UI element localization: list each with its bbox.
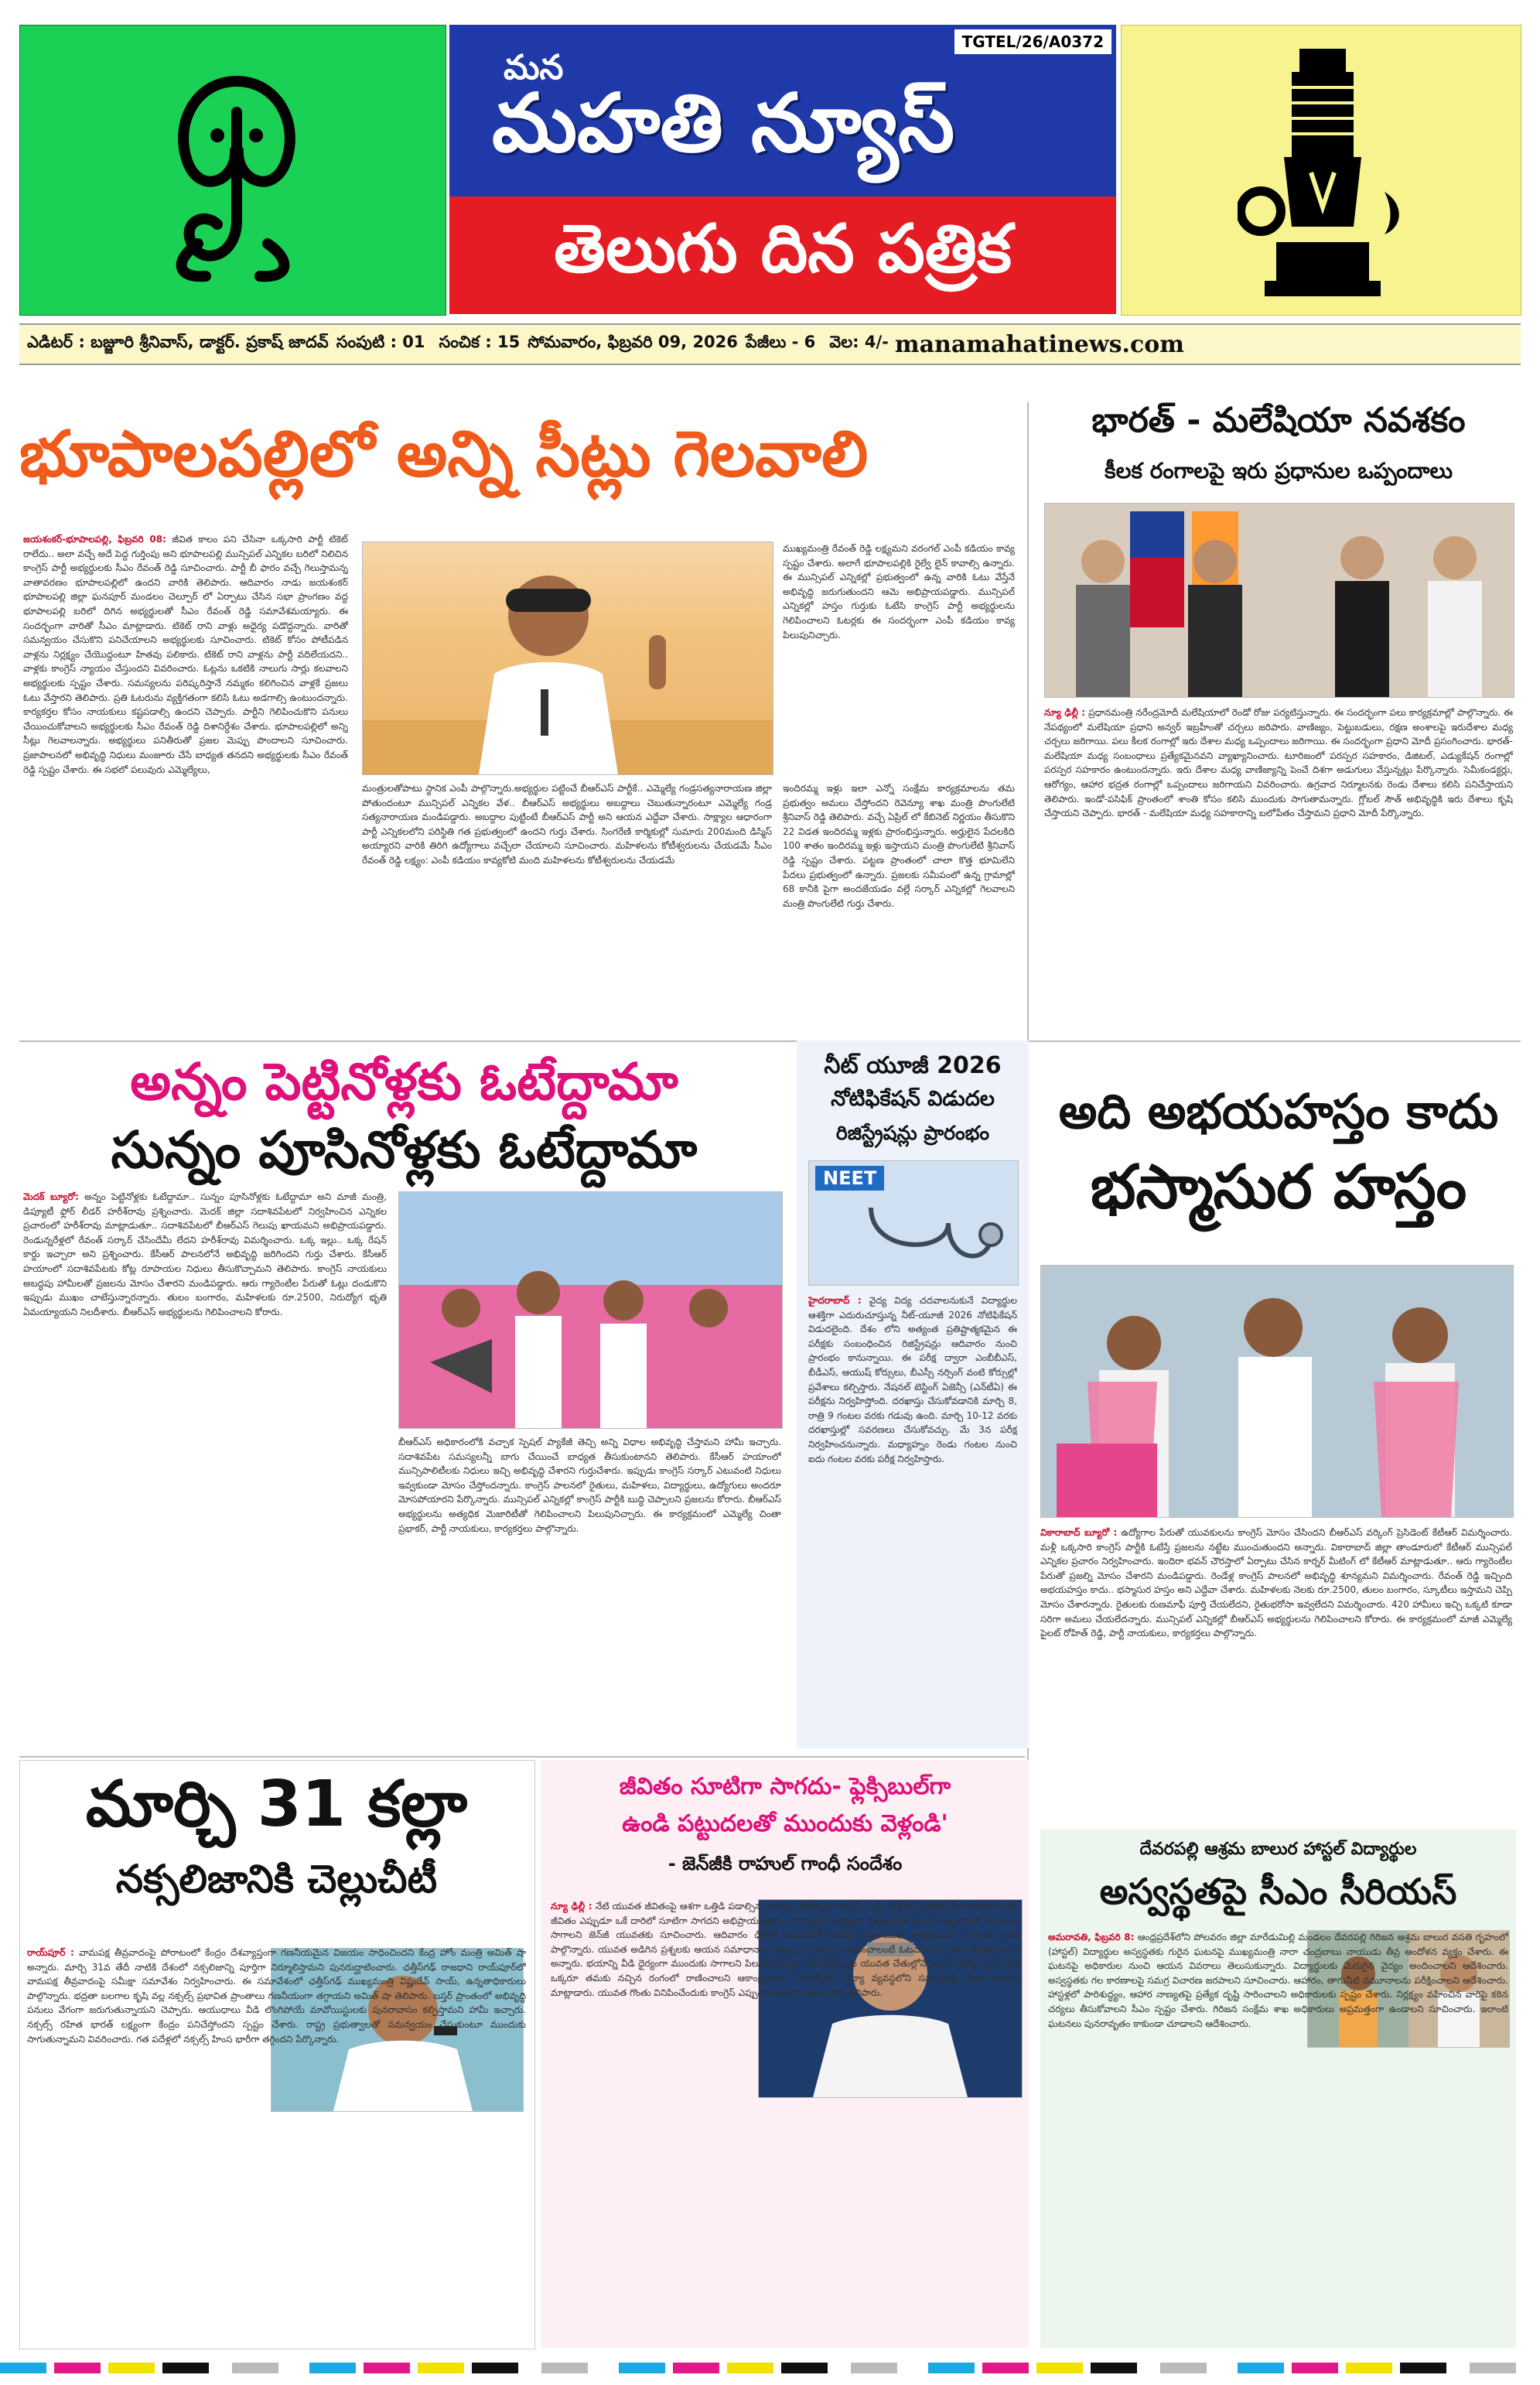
story4-headline-3: రిజిస్ట్రేషన్లు ప్రారంభం xyxy=(835,1122,990,1144)
story8-dateline: అమరావతి, ఫిబ్రవరి 8: xyxy=(1048,1932,1135,1943)
story1-headline: భూపాలపల్లిలో అన్ని సీట్లు గెలవాలి xyxy=(19,418,869,491)
story7-dateline: న్యూ ఢిల్లీ : xyxy=(551,1901,592,1912)
story6-dateline: రాయ్‌పూర్ : xyxy=(27,1947,74,1958)
title-blue xyxy=(449,25,1116,196)
ganesha-panel xyxy=(19,25,446,316)
story4-body xyxy=(808,1293,1017,1746)
temple-panel xyxy=(1121,25,1521,316)
story2-body xyxy=(1044,706,1513,1030)
story3-dateline: మెదక్ బ్యూరో: xyxy=(23,1191,79,1202)
ktr-rally-icon xyxy=(1041,1266,1513,1517)
story6-headline-1: మార్చి 31 కల్లా xyxy=(85,1768,468,1841)
issue-date: సోమవారం, ఫిబ్రవరి 09, 2026 xyxy=(528,333,738,351)
speaker-figure-icon xyxy=(363,542,773,774)
story5-headline-2: భస్మాసుర హస్తం xyxy=(1090,1153,1467,1222)
story1-dateline: జయశంకర్-భూపాలపల్లి, ఫిబ్రవరి 08: xyxy=(23,534,166,545)
stethoscope-icon xyxy=(855,1192,1010,1281)
story3-headline-1: అన్నం పెట్టినోళ్లకు ఓటేద్దామా xyxy=(130,1052,678,1112)
masthead xyxy=(19,14,1521,316)
neet-label: NEET xyxy=(815,1166,884,1191)
leaders-handshake-icon xyxy=(1045,504,1514,697)
story2-photo-leaders xyxy=(1044,503,1514,698)
story1-col1 xyxy=(23,532,348,1031)
story3-col1 xyxy=(23,1190,387,1747)
reg-number: TGTEL/26/A0372 xyxy=(954,29,1111,54)
divider xyxy=(19,1756,1025,1758)
story4-headline-1: నీట్ యూజీ 2026 xyxy=(824,1052,1002,1079)
story1-col2: మంత్రులతోపాటు స్థానిక ఎంపీ పాల్గొన్నారు.అభ్యర్థుల పట్టించే బీఆర్ఎస్ పార్టీకే.. ఎమ్మెల్యే గండ్రసత్యనారాయణ జిల్లా పోతుందంటూ మున్సిపల్ ఎన్నికల వేళ.. బీఆర్ఎస్ అభ్యర్థులు అబద్దాలు చెబుతున్నారంటూ ఎమ్మెల్యే గండ్ర సత్యనారాయణ మండిపడ్డారు. అబద్దాల పుట్టింటే బీఆర్ఎస్ పార్టీ అని ఆయన ఎద్దేవా చేశారు. సాక్ష్యాల ఆధారంగా పార్టీ ఎన్నికలలోని పరిస్థితి గత ప్రభుత్వంలో ఉందని గుర్తు చేశారు. సింగరేణి కార్మికుల్లో సుమారు 200మంది డిస్మిస్ అయ్యారని వారికి తిరిగి ఉద్యోగాలు వచ్చేలా చేయాలని సూచించారు. మహిళలను కోటీశ్వరులను చేయడమే సీఎం రేవంత్ రెడ్డి లక్ష్యం: ఎంపీ కడియం కావ్యకోటి మంది మహిళలను కోటీశ్వరులను చేయడమే xyxy=(362,783,772,866)
website[interactable]: manamahatinews.com xyxy=(894,330,1185,358)
rally-crowd-icon xyxy=(399,1192,782,1428)
masthead-subtitle: తెలుగు దిన పత్రిక xyxy=(554,210,1012,288)
story8-body-text: ఆంధ్రప్రదేశ్‌లోని పోలవరం జిల్లా మారేడుమిల్లి మండలం దేవరపల్లి గిరిజన ఆశ్రమ బాలుర వసతి గృహంలో (హాస్టల్) విద్యార్థుల అస్వస్థతకు గురైన ఘటనపై ముఖ్యమంత్రి నారా చంద్రబాబు నాయుడు తీవ్ర ఆందోళన వ్యక్తం చేశారు. ఈ ఘటనపై అధికారుల నుంచి ఆయన వివరాలు తెలుసుకున్నారు. విద్యార్థులకు మెరుగైన వైద్యం అందించాలని ఆదేశించారు. అస్వస్థతకు గల కారణాలపై సమగ్ర విచారణ జరపాలని సూచించారు. ఆహారం, తాగునీటి నమూనాలను పరీక్షించాలని ఆదేశించారు. హాస్టళ్లలో పారిశుద్ధ్యం, ఆహార నాణ్యతపై ప్రత్యేక దృష్టి సారించాలని అధికారులకు స్పష్టం చేశారు. నిర్లక్ష్యం వహించిన వారిపై కఠిన చర్యలు తీసుకోవాలని సీఎం స్పష్టం చేశారు. గిరిజన సంక్షేమ శాఖ అధికారులు అప్రమత్తంగా ఉండాలని సూచించారు. ఇలాంటి ఘటనలు పునరావృతం కాకుండా చూడాలని ఆదేశించారు. xyxy=(1048,1932,1508,2029)
volume: సంపుటి : 01 xyxy=(336,333,425,351)
story1-photo-revanth xyxy=(362,542,773,775)
story7-body xyxy=(551,1899,1019,2344)
masthead-small-title: మన xyxy=(504,48,564,87)
story7-headline-1: జీవితం సూటిగా సాగదు- ఫ్లెక్సిబుల్‌గా xyxy=(619,1773,951,1800)
story2-subhead: కీలక రంగాలపై ఇరు ప్రధానుల ఒప్పందాలు xyxy=(1104,458,1453,483)
story3-col2: బీఆర్ఎస్ అధికారంలోకి వచ్చాక స్పెషల్ ప్యాకేజీ తెచ్చి అన్ని విధాల అభివృద్ధి చేస్తామని హామీ ఇచ్చారు. సదాశివపేట సమస్యలన్నీ బాగు చేయించే బాధ్యత తీసుకుంటానని తెలిపారు. కేసీఆర్ హయాంలో మున్సిపాలిటీలకు నిధులు ఇచ్చి అభివృద్ధి చేశారని గుర్తుచేశారు. ఇప్పుడు కాంగ్రెస్ సర్కార్ ఎటువంటి నిధులు ఇవ్వకుండా మోసం చేస్తోందన్నారు. కాంగ్రెస్ పాలనలో రైతులు, మహిళలు, విద్యార్థులు, ఉద్యోగులు అందరూ మోసపోయారని పేర్కొన్నారు. మున్సిపల్ ఎన్నికల్లో కాంగ్రెస్ పార్టీకి బుద్ధి చెప్పాలని ప్రజలను కోరారు. బీఆర్ఎస్ అభ్యర్థులను అత్యధిక మెజారిటీతో గెలిపించాలని పిలుపునిచ్చారు. ఈ కార్యక్రమంలో ఎమ్మెల్యే చింతా ప్రభాకర్, పార్టీ నాయకులు, కార్యకర్తలు పాల్గొన్నారు. xyxy=(398,1437,781,1534)
story5-headline-1: అది అభయహస్తం కాదు xyxy=(1058,1083,1499,1140)
story2-headline: భారత్ - మలేషియా నవశకం xyxy=(1091,401,1466,440)
title-red xyxy=(449,196,1116,314)
story8-headline-2: అస్వస్థతపై సీఎం సీరియస్ xyxy=(1099,1871,1457,1912)
story3-photo-rally xyxy=(398,1191,783,1429)
issue: సంచిక : 15 xyxy=(439,333,521,351)
story5-photo-ktr xyxy=(1040,1265,1514,1518)
story7-headline-2: ఉండి పట్టుదలతో ముందుకు వెళ్లండి' xyxy=(622,1810,948,1837)
masthead-title: మహతి న్యూస్ xyxy=(492,76,955,170)
print-color-strip xyxy=(0,2356,1540,2380)
story1-col4: ఇందిరమ్మ ఇళ్లు ఇలా ఎన్నో సంక్షేమ కార్యక్రమాలను తమ ప్రభుత్వం అమలు చేస్తోందని రెవెన్యూ శాఖ మంత్రి పొంగులేటి శ్రీనివాస్ రెడ్డి తెలిపారు. వచ్చే ఏప్రిల్ లో కేబినెట్ నిర్ణయం తీసుకొని 22 విడత ఇందిరమ్మ ఇళ్లకు ప్రారంభిస్తున్నారు. అర్హులైన పేదలకిది 100 శాతం ఇందిరమ్మ ఇళ్లు ఇస్తాయని మంత్రి పొంగులేటి శ్రీనివాస్ రెడ్డి స్పష్టం చేశారు. పట్టణ ప్రాంతంలో చాలా కొత్త భూమిలేని పేదలు ప్రభుత్వంలో ఉన్నారు. ప్రజలకు సమీపంలో ఉన్న గ్రామాల్లో 68 కానీకి పైగా అందజేయడం వల్లే సర్కార్ ఎన్నికల్లో గెలవాలని మంత్రి పొంగులేటి గుర్తు చేశారు. xyxy=(783,783,1015,909)
story3-col1-text: అన్నం పెట్టినోళ్లకు ఓటేద్దామా.. సున్నం పూసినోళ్లకు ఓటేద్దామా అని మాజీ మంత్రి, డిప్యూటీ ఫ్లోర్ లీడర్ హరీశ్‌రావు ప్రశ్నించారు. మెదక్ జిల్లా సదాశివపేటలో నిర్వహించిన ఎన్నికల ప్రచారంలో హరీశ్‌రావు మాట్లాడుతూ.. సదాశివపేటలో బీఆర్ఎస్ గెలుపు ఖాయమని అభిప్రాయపడ్డారు. రెండున్నరేళ్లలో రేవంత్ సర్కార్ చేసిందేమీ లేదని హరీశ్‌రావు విమర్శించారు. ఒక్క ఇల్లు.. ఒక్క రేషన్ కార్డు ఇచ్చారా అని ప్రశ్నించారు. కేసీఆర్ పాలనలోనే అభివృద్ధి జరిగిందని గుర్తు చేశారు. కేసీఆర్ హయాంలో సదాశివపేటకు కోట్ల రూపాయల నిధులు తీసుకొచ్చామని తెలిపారు. కాంగ్రెస్ నాయకులు అబద్ధపు హామీలతో ప్రజలను మోసం చేశారని మండిపడ్డారు. ఆరు గ్యారెంటీల పేరుతో ఓట్లు దండుకొని ఇప్పుడు ముఖం చాటేస్తున్నారన్నారు. తులం బంగారం, మహిళలకు రూ.2500, నిరుద్యోగ భృతి ఏమయ్యాయని నిలదీశారు. బీఆర్ఎస్ అభ్యర్థులను గెలిపించాలని కోరారు. xyxy=(23,1191,387,1317)
story7-byline: - జెన్‌జీకి రాహుల్ గాంధీ సందేశం xyxy=(668,1853,903,1874)
story1-col3: ముఖ్యమంత్రి రేవంత్ రెడ్డి లక్ష్యమని వరంగల్ ఎంపీ కడియం కావ్య స్పష్టం చేశారు. అలాగే భూపాలపల్లికి రైల్వే లైన్ కావాల్సి ఉన్నారు. ఈ మున్సిపల్ ఎన్నికల్లో ప్రభుత్వంలో ఉన్న వారికి ఓటు వేస్తేనే అభివృద్ధి జరుగుతుందని ఆమె అభిప్రాయపడ్డారు. మున్సిపల్ ఎన్నికల్లో హస్తం గుర్తుకు ఓటేసి కాంగ్రెస్ పార్టీ అభ్యర్థులను గెలిపించాలని ఓటర్లకు ఈ సందర్భంగా ఎంపీ కడియం కావ్య పిలుపునిచ్చారు. xyxy=(783,543,1015,641)
title-block xyxy=(449,25,1116,314)
story5-body-text: ఉద్యోగాల పేరుతో యువకులను కాంగ్రెస్ మోసం చేసిందని బీఆర్ఎస్ వర్కింగ్ ప్రెసిడెంట్ కేటీఆర్ విమర్శించారు. మళ్లీ ఒక్కసారి కాంగ్రెస్ పార్టీకి ఓటేస్తే ప్రజలను నట్టేట ముంచుతుందని అన్నారు. వికారాబాద్ జిల్లా తాండూరులో కేటీఆర్ మున్సిపల్ ఎన్నికల ప్రచారం నిర్వహించారు. ఇందిరా భవన్ చౌరస్తాలో ఏర్పాటు చేసిన కార్నర్ మీటింగ్ లో కేటీఆర్ మాట్లాడుతూ.. ఆరు గ్యారెంటీల పేరుతో ప్రజల్ని మోసం చేశారని మండిపడ్డారు. రెండేళ్ల కాంగ్రెస్ పాలనలో అభివృద్ధి శూన్యమని విమర్శించారు. రేవంత్ రెడ్డి ఇచ్చింది అభయహస్తం కాదు.. భస్మాసుర హస్తం అని ఎద్దేవా చేశారు. మహిళలకు నెలకు రూ.2500, తులం బంగారం, స్కూటీలు ఇస్తామని చెప్పి మోసం చేశారన్నారు. రైతులకు రుణమాఫీ పూర్తి చేయలేదని, రైతుభరోసా ఇవ్వలేదని విమర్శించారు. 420 హామీలు ఇచ్చి ఒక్కటి కూడా సరిగా అమలు చేయలేదన్నారు. మున్సిపల్ ఎన్నికల్లో బీఆర్ఎస్ అభ్యర్థులను గెలిపించాలని కోరారు. ఈ కార్యక్రమంలో మాజీ ఎమ్మెల్యే పైలట్ రోహిత్ రెడ్డి, పార్టీ నాయకులు, కార్యకర్తలు పాల్గొన్నారు. xyxy=(1040,1527,1512,1639)
story6-body-text: వామపక్ష తీవ్రవాదంపై పోరాటంలో కేంద్రం దేశవ్యాప్తంగా గణనీయమైన విజయం సాధించిందని కేంద్ర హోం మంత్రి అమిత్ షా అన్నారు. మార్చి 31వ తేదీ నాటికి దేశంలో నక్సలిజాన్ని పూర్తిగా నిర్మూలిస్తామని పునరుద్ఘాటించారు. ఛత్తీస్‌గఢ్ రాజధాని రాయ్‌పూర్‌లో వామపక్ష తీవ్రవాదంపై సమీక్షా సమావేశం నిర్వహించారు. ఈ సమావేశంలో ఛత్తీస్‌గఢ్ ముఖ్యమంత్రి విష్ణుదేవ్ సాయ్, ఉన్నతాధికారులు పాల్గొన్నారు. భద్రతా బలగాల కృషి వల్ల నక్సల్స్ ప్రభావిత ప్రాంతాలు గణనీయంగా తగ్గాయని అమిత్ షా తెలిపారు. బస్తర్ ప్రాంతంలో అభివృద్ధి పనులు వేగంగా జరుగుతున్నాయని చెప్పారు. ఆయుధాలు వీడి లొంగిపోయే మావోయిస్టులకు పునరావాసం కల్పిస్తామని హామీ ఇచ్చారు. నక్సల్స్ రహిత భారత్ లక్ష్యంగా కేంద్రం పనిచేస్తోందని స్పష్టం చేశారు. రాష్ట్ర ప్రభుత్వాలతో సమన్వయం చేసుకుంటూ ముందుకు సాగుతున్నామని వివరించారు. గత పదేళ్లలో నక్సల్స్ హింస భారీగా తగ్గిందని పేర్కొన్నారు. xyxy=(27,1947,526,2045)
story6-body xyxy=(27,1946,526,2344)
story6-headline-2: నక్సలిజానికి చెల్లుచీటీ xyxy=(115,1857,438,1902)
story8-body xyxy=(1048,1930,1508,2344)
story5-dateline: వికారాబాద్ బ్యూరో : xyxy=(1040,1527,1118,1538)
story3-headline-2: సున్నం పూసినోళ్లకు ఓటేద్దామా xyxy=(111,1120,698,1180)
divider xyxy=(19,1040,1521,1042)
story2-dateline: న్యూ ఢిల్లీ : xyxy=(1044,707,1086,718)
info-bar xyxy=(19,323,1521,365)
story4-photo-neet xyxy=(808,1160,1019,1286)
story7-body-text: నేటి యువత జీవితంపై ఆశగా ఒత్తిడి పడాల్సిన అవసరం లేదన్నారు కాంగ్రెస్ ఎంపీ, లోక్‌సభ ప్రతిపక్ష నేత రాహుల్ గాంధీ. జీవితం ఎప్పుడూ ఒకే దారిలో సూటిగా సాగదని అభిప్రాయపడ్డారు. మార్పులకు తగ్గట్టుగా ఫ్లెక్సిబుల్‌గా ఉంటూ పట్టుదలతో ముందుకు సాగాలని జెన్‌జీ యువతకు సూచించారు. ఆదివారం ఢిల్లీలో యువతతో జరిగిన ముఖాముఖి కార్యక్రమంలో రాహుల్ గాంధీ పాల్గొన్నారు. యువత అడిగిన ప్రశ్నలకు ఆయన సమాధానాలు ఇచ్చారు. విజయం సాధించాలంటే ఓటములను కూడా స్వీకరించాలని అన్నారు. భయాన్ని వీడి ధైర్యంగా ముందుకు సాగాలని పిలుపునిచ్చారు. దేశ భవిష్యత్తు యువత చేతుల్లోనే ఉందని పేర్కొన్నారు. ప్రతి ఒక్కరూ తమకు నచ్చిన రంగంలో రాణించాలని ఆకాంక్షించారు. నిరుద్యోగం, విద్యా వ్యవస్థలోని సమస్యలపై కూడా ఆయన మాట్లాడారు. యువత గొంతు వినిపించేందుకు కాంగ్రెస్ ఎప్పుడూ అండగా ఉంటుందని తెలిపారు. xyxy=(551,1901,1019,1998)
story4-dateline: హైదరాబాద్ : xyxy=(808,1295,862,1306)
story2-body-text: ప్రధానమంత్రి నరేంద్రమోదీ మలేషియాలో రెండో రోజు పర్యటిస్తున్నారు. ఈ సందర్భంగా పలు కార్యక్రమాల్లో పాల్గొన్నారు. ఈ నేపథ్యంలో మలేషియా ప్రధాని అన్వర్ ఇబ్రహీంతో చర్చలు జరిపారు. వాణిజ్యం, పెట్టుబడులు, రక్షణ అంశాలపై ఇరుదేశాల మధ్య చర్చలు జరిగాయి. పలు కీలక రంగాల్లో ఇరు దేశాల మధ్య ఒప్పందాలు జరిగాయి. ఈ సందర్భంగా ప్రధాని మోదీ ప్రసంగించారు. భారత్-మలేషియా మధ్య సంబంధాలు ప్రత్యేకమైనవని వ్యాఖ్యానించారు. టూరిజంలో పరస్పర సహకారం, డిజిటల్, ఎడ్యుకేషన్ రంగాల్లో పరస్పర సహకారం ఉంటుందన్నారు. ఇరు దేశాల మధ్య వాణిజ్యాన్ని పెంచే దిశగా అడుగులు వేస్తున్నట్లు పేర్కొన్నారు. సెమీకండక్టర్లు, ఆరోగ్యం, ఆహార భద్రత రంగాల్లో ఒప్పందాలు జరిగాయని వివరించారు. ఉగ్రవాద నిర్మూలనకు రెండు దేశాలు కలిసి పనిచేస్తాయని తెలిపారు. ఇండో-పసిఫిక్ ప్రాంతంలో శాంతి కోసం కలిసి ముందుకు సాగుతామన్నారు. గ్లోబల్ సౌత్ అభివృద్ధికి ఇరు దేశాలు కృషి చేస్తాయని చెప్పారు. భారత్ - మలేషియా మధ్య సహకారాన్ని బలోపేతం చేస్తామని ప్రధాని మోదీ పేర్కొన్నారు. xyxy=(1044,707,1513,819)
price: వెల: 4/- xyxy=(829,333,889,351)
story8-headline-1: దేవరపల్లి ఆశ్రమ బాలుర హాస్టల్ విద్యార్థుల xyxy=(1139,1840,1417,1859)
story1-col1-text: జీవిత కాలం పని చేసినా ఒక్కసారి పార్టీ టికెట్ రాలేదు.. అలా వచ్చే అదే పెద్ద గుర్తింపు అని భూపాలపల్లి మున్సిపల్ ఎన్నికల బరిలో నిలిచిన కాంగ్రెస్ పార్టీ అభ్యర్థులకు సీఎం రేవంత్ రెడ్డి సూచించారు. పార్టీ బీ ఫారం వచ్చే గెలుస్తామన్న వాతావరణం భూపాలపల్లిలో ఉందని వారికి తెలిపారు. ఆదివారం నాడు జయశంకర్ భూపాలపల్లి జిల్లా ఘనపూర్ మండలం చెల్పూర్ లో ఏర్పాటు చేసిన సభా ప్రాంగణం వద్ద భూపాలపల్లి బరిలో దిగిన అభ్యర్థులతో సీఎం రేవంత్ రెడ్డి సమావేశమయ్యారు. ఈ సందర్భంగా వారితో సీఎం మాట్లాడారు. టికెట్ రాని వాళ్లు అధైర్య పడొద్దన్నారు. వారితో సమన్వయం చేసుకొని పనిచేయాలని అభ్యర్థులకు సూచించారు. టికెట్ కోసం పోటీపడిన వాళ్లను నిర్లక్ష్యం చేయొద్దంటూ హితవు పలికారు. టికెట్ రాని వాళ్లను పార్టీ వదిలేయదని.. వాళ్లకు కాంగ్రెస్ న్యాయం చేస్తుందని వివరించారు. ఓట్లను ఒకటికి నాలుగు సార్లు కలవాలని అభ్యర్థులకు స్పష్టం చేశారు. సమస్యలను పరిష్కరిస్తానే నమ్మకం కలిగించిన వాళ్లకే ప్రజలు ఓటు వేస్తారని తెలిపారు. ప్రతి ఓటరును వ్యక్తిగతంగా కలిసి ఓటు అడగాల్సి ఉంటుందన్నారు. కార్యకర్తల కోసం నాయకులు కష్టపడాల్సి ఉందని చెప్పారు. పార్టీని గెలిపించుకొని పనులు చేయించుకోవాలని అభ్యర్థులకు సీఎం రేవంత్ రెడ్డి దిశానిర్దేశం చేశారు. భూపాలపల్లిలో అన్ని సీట్లు గెలవాలన్నారు. అభ్యర్థులు పనితీరుతో ప్రజల మెప్పు పొందాలని సూచించారు. ప్రజాపాలనలో అభివృద్ధి నిధులు మంజూరు చేసే బాధ్యత తనదని అభ్యర్థులకు సీఎం రేవంత్ రెడ్డి స్పష్టం చేశారు. ఈ సభలో పలువురు ఎమ్మెల్యేలు, xyxy=(23,534,348,775)
ganesha-logo-icon xyxy=(144,66,330,282)
venkateswara-logo-icon xyxy=(1238,41,1408,304)
page-count: పేజీలు - 6 xyxy=(745,333,816,351)
story5-body xyxy=(1040,1526,1512,1823)
registration-marks-icon xyxy=(0,2356,1540,2380)
editor-names: ఎడిటర్ : బజ్జూరి శ్రీనివాస్, డాక్టర్. ప్రకాష్ జాదవ్ xyxy=(27,333,329,351)
story4-body-text: వైద్య విద్య చదవాలనుకునే విద్యార్థుల ఆశక్తిగా ఎదురుచూస్తున్న నీట్-యూజీ 2026 నోటిఫికేషన్ విడుదలైంది. దేశం లోని అత్యంత ప్రతిష్టాత్మకమైన ఈ పరీక్షకు సంబంధించిన రిజిస్ట్రేషన్లు ఆదివారం నుంచి ప్రారంభం కానున్నాయి. ఈ పరీక్ష ద్వారా ఎంబీబీఎస్, బీడీఎస్, ఆయుష్ కోర్సులు, బీఎస్సీ నర్సింగ్ వంటి కోర్సుల్లో ప్రవేశాలు కల్పిస్తారు. నేషనల్ టెస్టింగ్ ఏజెన్సీ (ఎన్‌టీఏ) ఈ పరీక్షను నిర్వహిస్తోంది. దరఖాస్తు చేసుకోవడానికి మార్చి 8, రాత్రి 9 గంటల వరకు గడువు ఉంది. మార్చి 10-12 వరకు దరఖాస్తుల్లో సవరణలు చేసుకోవచ్చు. మే 3న పరీక్ష నిర్వహించనున్నారు. మధ్యాహ్నం రెండు గంటల నుంచి ఐదు గంటల వరకు పరీక్ష నిర్వహిస్తారు. xyxy=(808,1295,1017,1464)
story4-headline-2: నోటిఫికేషన్ విడుదల xyxy=(831,1087,995,1111)
